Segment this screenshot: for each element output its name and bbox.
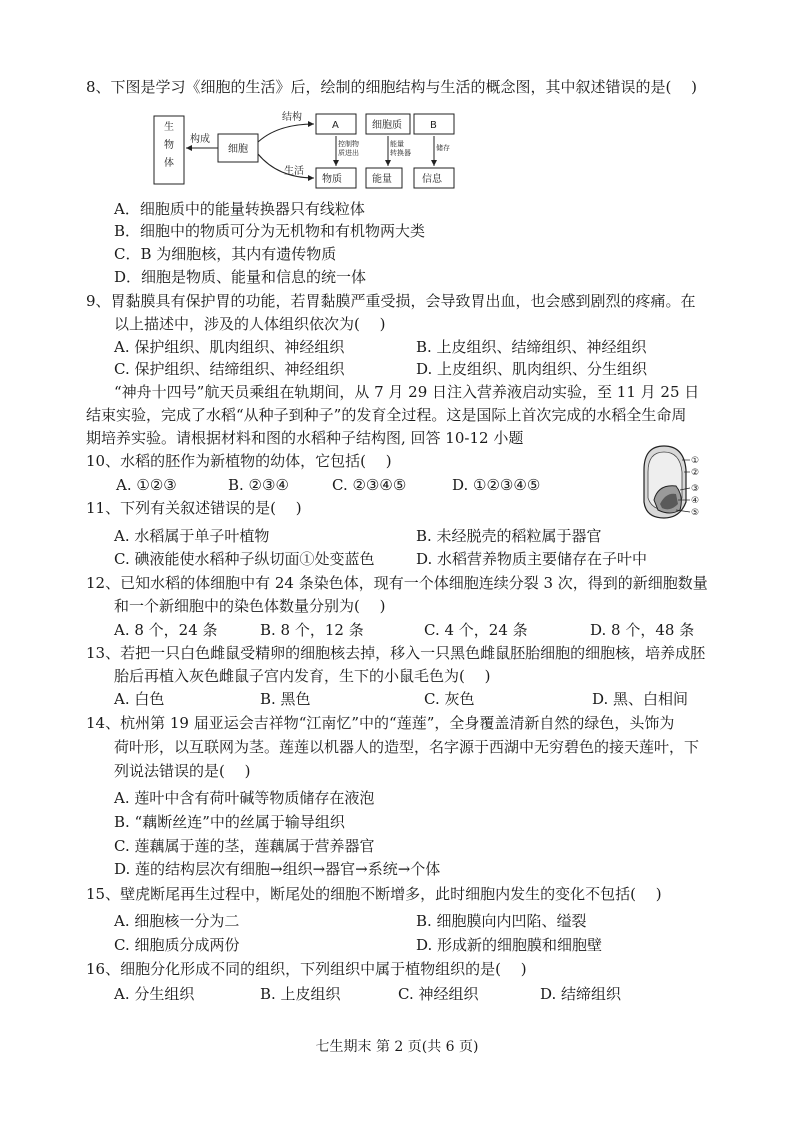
q8-option-c: C．B 为细胞核，其内有遗传物质 [114,245,337,263]
q11-option-a: A. 水稻属于单子叶植物 [114,527,270,545]
cell-concept-map [150,108,470,194]
q13-stem-2: 胎后再植入灰色雌鼠子宫内发育，生下的小鼠毛色为( ) [114,667,491,685]
label-cell: 细胞 [228,144,248,155]
label-energy-conv-1: 能量 [390,140,404,148]
q14-stem-3: 列说法错误的是( ) [114,762,251,780]
q15-option-b: B. 细胞膜向内凹陷、缢裂 [416,912,587,930]
q11-option-b: B. 未经脱壳的稻粒属于器官 [416,527,602,545]
q8-option-d: D．细胞是物质、能量和信息的统一体 [114,268,367,286]
q13-option-d: D. 黑、白相间 [592,690,689,708]
q13-option-b: B. 黑色 [260,690,311,708]
material-line-3: 期培养实验。请根据材料和图的水稻种子结构图, 回答 10-12 小题 [86,429,524,447]
label-info: 信息 [422,174,442,185]
page-footer: 七生期末 第 2 页(共 6 页) [315,1039,479,1055]
q16-stem: 16、细胞分化形成不同的组织，下列组织中属于植物组织的是( ) [86,960,527,978]
material-line-1: “神舟十四号”航天员乘组在轨期间，从 7 月 29 日注入营养液启动实验，至 11 月 25 日 [114,383,700,401]
seed-label-1: ① [691,456,700,466]
q15-stem: 15、壁虎断尾再生过程中，断尾处的细胞不断增多，此时细胞内发生的变化不包括( ) [86,885,662,903]
q8-option-a: A．细胞质中的能量转换器只有线粒体 [114,200,365,218]
q11-option-c: C. 碘液能使水稻种子纵切面①处变蓝色 [114,550,375,568]
q14-option-b: B. “藕断丝连”中的丝属于输导组织 [114,813,345,831]
label-structure: 结构 [282,112,302,123]
q10-stem: 10、水稻的胚作为新植物的幼体，它包括( ) [86,452,392,470]
q9-option-a: A. 保护组织、肌肉组织、神经组织 [114,338,345,356]
label-energy-conv-2: 转换器 [390,149,411,157]
q15-option-c: C. 细胞质分成两份 [114,936,240,954]
material-line-2: 结束实验，完成了水稻“从种子到种子”的发育全过程。这是国际上首次完成的水稻全生命周 [86,406,687,424]
q13-option-a: A. 白色 [114,690,165,708]
q12-stem-2: 和一个新细胞中的染色体数量分别为( ) [114,597,386,615]
q14-option-c: C. 莲藕属于莲的茎，莲藕属于营养器官 [114,837,375,855]
q16-option-d: D. 结缔组织 [540,985,622,1003]
q16-option-b: B. 上皮组织 [260,985,341,1003]
q12-option-a: A. 8 个，24 条 [114,621,218,639]
label-compose: 构成 [190,134,210,145]
q8-stem: 8、下图是学习《细胞的生活》后，绘制的细胞结构与生活的概念图，其中叙述错误的是( ) [86,78,698,96]
q11-stem: 11、下列有关叙述错误的是( ) [86,499,302,517]
label-store: 储存 [436,144,450,152]
q10-option-a: A. ①②③ [116,476,177,494]
q9-option-c: C. 保护组织、结缔组织、神经组织 [114,360,345,378]
label-life: 生活 [284,166,304,177]
q13-stem: 13、若把一只白色雌鼠受精卵的细胞核去掉，移入一只黑色雌鼠胚胎细胞的细胞核，培养成胚 [86,644,706,662]
q16-option-c: C. 神经组织 [398,985,479,1003]
label-cytoplasm: 细胞质 [372,120,402,131]
q16-option-a: A. 分生组织 [114,985,195,1003]
q8-option-b: B．细胞中的物质可分为无机物和有机物两大类 [114,222,426,240]
q15-option-d: D. 形成新的细胞膜和细胞壁 [416,936,603,954]
label-organism-2: 物 [164,140,174,151]
q9-stem-2: 以上描述中，涉及的人体组织依次为( ) [114,315,386,333]
q12-stem: 12、已知水稻的体细胞中有 24 条染色体，现有一个体细胞连续分裂 3 次，得到的新细胞数量 [86,574,708,592]
rice-seed-diagram [634,440,710,520]
q9-stem: 9、胃黏膜具有保护胃的功能，若胃黏膜严重受损，会导致胃出血，也会感到剧烈的疼痛。在 [86,292,696,310]
q14-stem-2: 荷叶形，以互联网为茎。莲莲以机器人的造型，名字源于西湖中无穷碧色的接天莲叶，下 [114,738,700,756]
seed-label-3: ③ [691,484,700,494]
label-b: B [430,120,437,131]
label-organism-3: 体 [164,158,174,169]
q9-option-b: B. 上皮组织、结缔组织、神经组织 [416,338,647,356]
seed-label-5: ⑤ [691,508,700,518]
label-control-1: 控制物 [338,140,359,148]
q10-option-b: B. ②③④ [228,476,289,494]
q12-option-d: D. 8 个，48 条 [590,621,695,639]
q14-stem: 14、杭州第 19 届亚运会吉祥物“江南忆”中的“莲莲”，全身覆盖清新自然的绿色，头饰为 [86,714,675,732]
label-organism-1: 生 [164,122,174,133]
q12-option-b: B. 8 个，12 条 [260,621,364,639]
q14-option-d: D. 莲的结构层次有细胞→组织→器官→系统→个体 [114,860,441,878]
seed-label-4: ④ [691,496,700,506]
label-a: A [332,120,339,131]
label-control-2: 质进出 [338,149,359,157]
q15-option-a: A. 细胞核一分为二 [114,912,240,930]
q11-option-d: D. 水稻营养物质主要储存在子叶中 [416,550,648,568]
seed-label-2: ② [691,468,700,478]
q13-option-c: C. 灰色 [424,690,475,708]
q10-option-d: D. ①②③④⑤ [452,476,541,494]
q9-option-d: D. 上皮组织、肌肉组织、分生组织 [416,360,648,378]
q12-option-c: C. 4 个，24 条 [424,621,528,639]
q10-option-c: C. ②③④⑤ [332,476,407,494]
label-energy: 能量 [372,174,392,185]
label-matter: 物质 [322,174,342,185]
q14-option-a: A. 莲叶中含有荷叶碱等物质储存在液泡 [114,789,375,807]
